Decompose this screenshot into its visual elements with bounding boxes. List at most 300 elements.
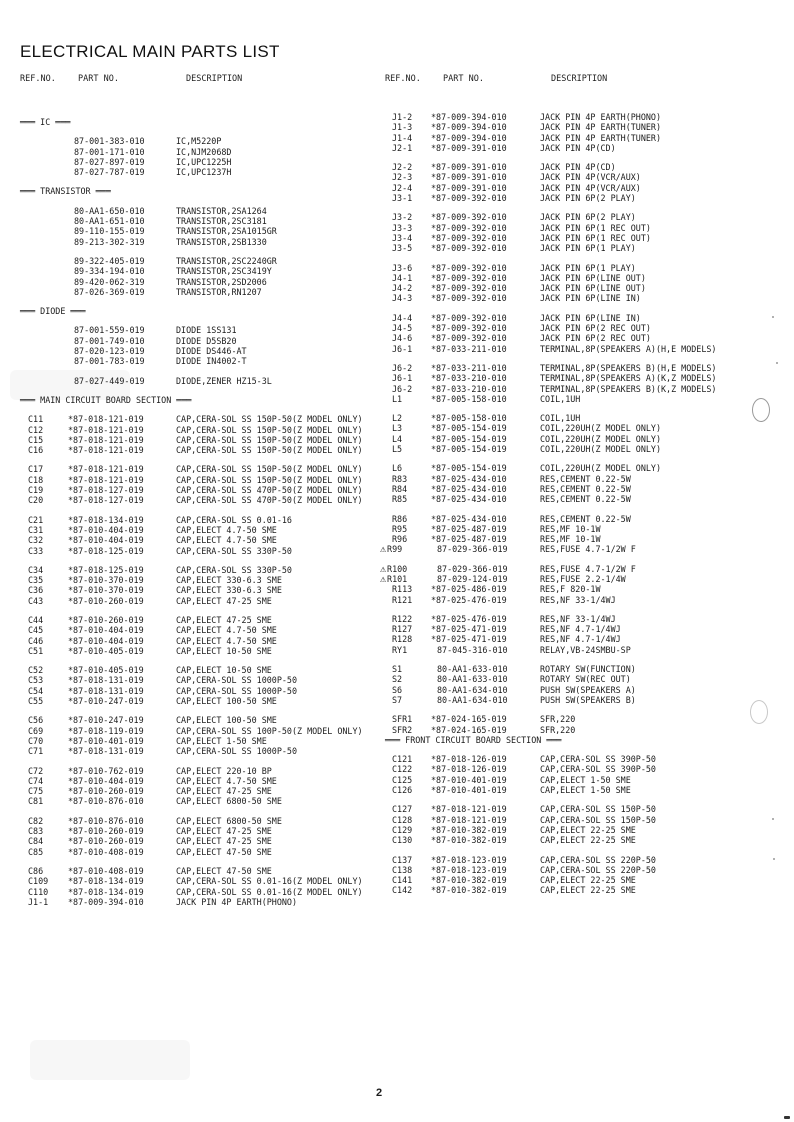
part-no: *87-009-392-010	[431, 212, 507, 223]
part-no: *87-010-405-019	[68, 665, 144, 676]
ref-no-text: C81	[28, 796, 44, 807]
part-description: ROTARY SW(REC OUT)	[540, 674, 631, 685]
part-description: CAP,ELECT 330-6.3 SME	[176, 585, 282, 596]
part-row	[22, 167, 387, 177]
scan-speck	[776, 362, 778, 364]
ref-no	[392, 584, 412, 594]
part-row	[22, 525, 387, 535]
part-row	[22, 346, 387, 356]
part-no: *87-025-471-019	[431, 634, 507, 645]
ref-no-text: J6-1	[392, 343, 413, 354]
part-description: DIODE,ZENER HZ15-3L	[176, 375, 272, 386]
part-description: CAP,ELECT 47-50 SME	[176, 865, 272, 876]
part-row	[22, 336, 387, 346]
ref-no	[392, 775, 412, 785]
part-row	[22, 686, 387, 696]
ref-no-text: C54	[28, 685, 44, 696]
row-spacer	[372, 846, 790, 855]
ref-no-text: L6	[392, 463, 403, 474]
part-description: TERMINAL,8P(SPEAKERS A)(K,Z MODELS)	[540, 373, 717, 384]
row-spacer	[22, 247, 387, 256]
part-description: CAP,CERA-SOL SS 150P-50	[540, 814, 656, 825]
part-row	[372, 645, 790, 655]
part-no: *87-009-392-010	[431, 283, 507, 294]
ref-no-text: C35	[28, 575, 44, 586]
part-row	[372, 463, 790, 473]
part-description: CAP,CERA-SOL SS 150P-50(Z MODEL ONLY)	[176, 464, 363, 475]
section-heading	[372, 735, 790, 745]
ref-no	[392, 614, 412, 624]
part-description: TRANSISTOR,2SA1015GR	[176, 226, 277, 237]
part-no: 87-027-897-019	[74, 156, 145, 167]
part-no: *87-018-121-019	[68, 424, 144, 435]
part-description: IC,M5220P	[176, 136, 222, 147]
ref-no	[392, 855, 412, 865]
part-row	[22, 277, 387, 287]
part-no: *87-010-370-019	[68, 585, 144, 596]
part-row	[22, 147, 387, 157]
part-no: *87-009-392-010	[431, 333, 507, 344]
ref-no	[392, 885, 412, 895]
part-description: CAP,ELECT 1-50 SME	[540, 774, 631, 785]
part-row	[22, 206, 387, 216]
part-row	[22, 715, 387, 725]
part-description: SFR,220	[540, 724, 576, 735]
ref-no	[392, 785, 412, 795]
ref-no-text: J3-6	[392, 262, 413, 273]
part-no: *87-024-165-019	[431, 724, 507, 735]
page-number: 2	[376, 1087, 383, 1099]
part-no: 89-110-155-019	[74, 226, 145, 237]
part-no: *87-018-127-019	[68, 495, 144, 506]
part-row	[372, 243, 790, 253]
part-row	[372, 875, 790, 885]
part-row	[372, 394, 790, 404]
part-description: RES,CEMENT 0.22-5W	[540, 483, 631, 494]
ref-no-text: J4-5	[392, 323, 413, 334]
part-row	[372, 143, 790, 153]
part-description: JACK PIN 6P(2 REC OUT)	[540, 323, 651, 334]
part-row	[22, 596, 387, 606]
part-no: *87-009-392-010	[431, 193, 507, 204]
part-description: JACK PIN 4P(CD)	[540, 162, 616, 173]
part-no: *87-025-476-019	[431, 594, 507, 605]
part-description: JACK PIN 6P(1 PLAY)	[540, 262, 636, 273]
row-spacer	[22, 316, 387, 325]
ref-no-text: L3	[392, 423, 403, 434]
part-row	[372, 313, 790, 323]
row-spacer	[22, 506, 387, 515]
part-row	[372, 423, 790, 433]
part-no: *87-009-394-010	[431, 112, 507, 122]
part-no: *87-025-434-010	[431, 483, 507, 494]
part-description: IC,NJM2068D	[176, 146, 232, 157]
ref-no	[392, 112, 412, 122]
ref-no	[392, 323, 412, 333]
part-row	[372, 815, 790, 825]
part-no: *87-018-121-019	[431, 804, 507, 815]
ref-no-text: C17	[28, 464, 44, 475]
part-description: CAP,CERA-SOL SS 1000P-50	[176, 685, 298, 696]
part-no: *87-018-119-019	[68, 725, 144, 736]
ref-no	[392, 344, 412, 354]
part-description: CAP,CERA-SOL SS 390P-50	[540, 754, 656, 765]
part-row	[22, 847, 387, 857]
ref-no-text: J2-3	[392, 172, 413, 183]
part-no: 89-420-062-319	[74, 276, 145, 287]
part-row	[372, 544, 790, 554]
ref-no	[392, 484, 407, 494]
part-row	[22, 157, 387, 167]
part-row	[22, 736, 387, 746]
part-row	[22, 575, 387, 585]
ref-no-text: R83	[392, 473, 408, 484]
part-no: *87-009-394-010	[431, 132, 507, 143]
part-no: 87-001-783-019	[74, 356, 145, 367]
part-description: CAP,CERA-SOL SS 150P-50(Z MODEL ONLY)	[176, 434, 363, 445]
part-row	[22, 585, 387, 595]
ref-no	[392, 664, 402, 674]
ref-no	[28, 847, 43, 857]
row-spacer	[372, 304, 790, 313]
part-no: *87-010-247-019	[68, 696, 144, 707]
part-row	[22, 226, 387, 236]
part-no: 80-AA1-633-010	[437, 674, 508, 685]
part-row	[372, 775, 790, 785]
ref-no-text: C86	[28, 865, 44, 876]
part-description: CAP,CERA-SOL SS 150P-50(Z MODEL ONLY)	[176, 445, 363, 456]
part-no: *87-025-434-010	[431, 494, 507, 505]
row-spacer	[372, 555, 790, 564]
part-row	[372, 785, 790, 795]
part-no: *87-033-210-010	[431, 373, 507, 384]
right-header-ref: REF.NO.	[385, 74, 421, 84]
part-row	[372, 885, 790, 895]
ref-no	[392, 263, 412, 273]
part-description: JACK PIN 6P(2 PLAY)	[540, 193, 636, 204]
part-no: *87-010-876-010	[68, 796, 144, 807]
ref-no	[392, 313, 412, 323]
ref-no-text: C53	[28, 675, 44, 686]
part-row	[372, 674, 790, 684]
part-row	[22, 136, 387, 146]
part-description: IC,UPC1225H	[176, 156, 232, 167]
part-description: TRANSISTOR,2SC3419Y	[176, 266, 272, 277]
part-description: RES,NF 4.7-1/4WJ	[540, 624, 621, 635]
part-no: 87-027-787-019	[74, 167, 145, 178]
part-description: PUSH SW(SPEAKERS A)	[540, 684, 636, 695]
part-no: *87-010-260-019	[68, 614, 144, 625]
part-no: *87-018-131-019	[68, 675, 144, 686]
ref-no-text: R121	[392, 594, 413, 605]
part-row	[22, 475, 387, 485]
part-description: DIODE IN4002-T	[176, 356, 247, 367]
part-description: TRANSISTOR,2SC3181	[176, 216, 267, 227]
part-description: COIL,1UH	[540, 393, 581, 404]
part-row	[372, 344, 790, 354]
part-row	[22, 726, 387, 736]
part-row	[372, 122, 790, 132]
part-description: CAP,CERA-SOL SS 0.01-16	[176, 514, 292, 525]
ref-no	[392, 595, 412, 605]
part-row	[372, 564, 790, 574]
part-description: DIODE D5SB20	[176, 335, 237, 346]
ref-no-text: C129	[392, 824, 413, 835]
part-description: CAP,CERA-SOL SS 0.01-16(Z MODEL ONLY)	[176, 886, 363, 897]
part-row	[372, 494, 790, 504]
ref-no	[28, 766, 43, 776]
ref-no-text: C84	[28, 836, 44, 847]
part-description: TRANSISTOR,2SD2006	[176, 276, 267, 287]
row-spacer	[22, 857, 387, 866]
part-no: *87-018-125-019	[68, 545, 144, 556]
ref-no-text: C33	[28, 545, 44, 556]
ref-no-text: C45	[28, 625, 44, 636]
part-row	[22, 495, 387, 505]
part-no: *87-033-210-010	[431, 383, 507, 394]
part-row	[22, 515, 387, 525]
part-no: *87-009-392-010	[431, 243, 507, 254]
ref-no-text: C70	[28, 735, 44, 746]
part-description: RES,MF 10-1W	[540, 534, 601, 545]
left-parts-column	[22, 108, 387, 907]
part-description: COIL,220UH(Z MODEL ONLY)	[540, 433, 662, 444]
ref-no	[28, 425, 43, 435]
ref-no-text: C125	[392, 774, 413, 785]
ref-no-text: R99	[387, 544, 403, 555]
part-description: CAP,CERA-SOL SS 330P-50	[176, 545, 292, 556]
part-description: CAP,CERA-SOL SS 470P-50(Z MODEL ONLY)	[176, 495, 363, 506]
part-description: CAP,CERA-SOL SS 150P-50(Z MODEL ONLY)	[176, 424, 363, 435]
part-description: TRANSISTOR,2SA1264	[176, 205, 267, 216]
row-spacer	[372, 795, 790, 804]
part-description: CAP,CERA-SOL SS 150P-50(Z MODEL ONLY)	[176, 474, 363, 485]
ref-no	[28, 726, 43, 736]
ref-no-text: J1-4	[392, 132, 413, 143]
part-row	[372, 825, 790, 835]
part-row	[372, 183, 790, 193]
part-row	[372, 764, 790, 774]
left-header-desc: DESCRIPTION	[186, 74, 243, 84]
part-no: *87-010-260-019	[68, 786, 144, 797]
ref-no	[28, 464, 43, 474]
part-no: *87-018-121-019	[68, 434, 144, 445]
ref-no	[392, 122, 412, 132]
row-spacer	[372, 745, 790, 754]
part-no: 80-AA1-634-010	[437, 684, 508, 695]
part-row	[372, 614, 790, 624]
scan-speck	[772, 316, 774, 318]
ref-no-text: C21	[28, 514, 44, 525]
part-row	[22, 425, 387, 435]
ref-no-text: C19	[28, 485, 44, 496]
part-no: *87-010-382-019	[431, 824, 507, 835]
section-heading	[22, 117, 387, 127]
part-no: 87-026-369-019	[74, 286, 145, 297]
row-spacer	[372, 404, 790, 413]
part-row	[372, 293, 790, 303]
part-description: CAP,ELECT 4.7-50 SME	[176, 635, 277, 646]
row-spacer	[372, 605, 790, 614]
part-no: 87-029-366-019	[437, 544, 508, 555]
ref-no	[28, 435, 43, 445]
part-no: 87-029-124-019	[437, 573, 508, 584]
part-description: CAP,CERA-SOL SS 1000P-50	[176, 675, 298, 686]
ref-no-text: C55	[28, 696, 44, 707]
part-no: *87-005-154-019	[431, 423, 507, 434]
ref-no	[28, 796, 43, 806]
part-no: *87-025-476-019	[431, 613, 507, 624]
ref-no	[392, 875, 412, 885]
part-row	[22, 646, 387, 656]
part-no: *87-018-131-019	[68, 685, 144, 696]
ref-no	[28, 675, 43, 685]
part-row	[372, 835, 790, 845]
ref-no-text: C82	[28, 815, 44, 826]
ref-no-text: J3-1	[392, 193, 413, 204]
part-no: 87-029-366-019	[437, 563, 508, 574]
page-title: ELECTRICAL MAIN PARTS LIST	[20, 42, 280, 61]
part-row	[22, 866, 387, 876]
ref-no	[28, 535, 43, 545]
part-no: *87-009-392-010	[431, 272, 507, 283]
part-row	[372, 283, 790, 293]
ref-no	[28, 816, 43, 826]
part-description: CAP,CERA-SOL SS 0.01-16(Z MODEL ONLY)	[176, 876, 363, 887]
part-description: CAP,ELECT 22-25 SME	[540, 885, 636, 896]
part-row	[22, 256, 387, 266]
ref-no-text: C137	[392, 854, 413, 865]
part-description: TRANSISTOR,2SC2240GR	[176, 255, 277, 266]
section-heading-text: ═══ TRANSISTOR ═══	[20, 186, 111, 197]
part-description: CAP,ELECT 4.7-50 SME	[176, 524, 277, 535]
part-no: *87-009-392-010	[431, 323, 507, 334]
ref-no	[392, 474, 407, 484]
part-row	[372, 413, 790, 423]
part-no: *87-024-165-019	[431, 714, 507, 725]
part-no: *87-025-434-010	[431, 513, 507, 524]
part-no: 87-001-383-010	[74, 136, 145, 147]
part-no: *87-009-391-010	[431, 162, 507, 173]
part-row	[22, 535, 387, 545]
part-no: *87-018-121-019	[68, 445, 144, 456]
part-description: JACK PIN 4P(VCR/AUX)	[540, 182, 641, 193]
part-row	[22, 565, 387, 575]
part-description: CAP,CERA-SOL SS 1000P-50	[176, 746, 298, 757]
ref-no	[392, 434, 402, 444]
ref-no-text: C52	[28, 665, 44, 676]
ref-no-text: J3-4	[392, 232, 413, 243]
part-no: *87-018-125-019	[68, 564, 144, 575]
part-row	[22, 237, 387, 247]
part-row	[372, 263, 790, 273]
ref-no-text: C74	[28, 775, 44, 786]
ref-no	[392, 865, 412, 875]
ref-no	[28, 776, 43, 786]
ref-no-text: C75	[28, 786, 44, 797]
part-row	[372, 384, 790, 394]
part-row	[22, 325, 387, 335]
left-header-part: PART NO.	[78, 74, 119, 84]
part-no: *87-018-123-019	[431, 864, 507, 875]
part-description: CAP,ELECT 100-50 SME	[176, 715, 277, 726]
part-description: RES,CEMENT 0.22-5W	[540, 513, 631, 524]
part-row	[372, 725, 790, 735]
part-description: JACK PIN 4P(VCR/AUX)	[540, 172, 641, 183]
ref-no	[28, 736, 43, 746]
ref-no	[392, 674, 402, 684]
ref-no	[28, 515, 43, 525]
ref-no	[392, 685, 402, 695]
ref-no-text: J4-3	[392, 293, 413, 304]
ref-no	[28, 475, 43, 485]
part-no: *87-010-382-019	[431, 835, 507, 846]
part-description: JACK PIN 6P(2 PLAY)	[540, 212, 636, 223]
ref-no	[392, 624, 412, 634]
ref-no-text: J2-4	[392, 182, 413, 193]
part-description: TERMINAL,8P(SPEAKERS A)(H,E MODELS)	[540, 343, 717, 354]
part-no: *87-018-126-019	[431, 754, 507, 765]
part-no: *87-018-121-019	[431, 814, 507, 825]
ref-no	[392, 283, 412, 293]
part-row	[22, 445, 387, 455]
part-description: RES,MF 10-1W	[540, 523, 601, 534]
part-description: COIL,220UH(Z MODEL ONLY)	[540, 463, 662, 474]
part-no: 87-020-123-019	[74, 346, 145, 357]
ref-no	[392, 725, 412, 735]
part-description: COIL,220UH(Z MODEL ONLY)	[540, 444, 662, 455]
part-no: *87-018-127-019	[68, 485, 144, 496]
ref-no-text: C34	[28, 564, 44, 575]
part-description: CAP,ELECT 47-25 SME	[176, 826, 272, 837]
part-description: DIODE 1SS131	[176, 325, 237, 336]
part-row	[22, 766, 387, 776]
safety-warning-icon: ⚠	[380, 563, 387, 575]
part-description: CAP,ELECT 100-50 SME	[176, 696, 277, 707]
part-no: *87-010-370-019	[68, 575, 144, 586]
part-description: CAP,ELECT 4.7-50 SME	[176, 775, 277, 786]
part-description: CAP,ELECT 47-25 SME	[176, 786, 272, 797]
part-description: TERMINAL,8P(SPEAKERS B)(H,E MODELS)	[540, 362, 717, 373]
right-header-desc: DESCRIPTION	[551, 74, 608, 84]
ref-no	[392, 212, 412, 222]
part-no: *87-005-158-010	[431, 413, 507, 424]
part-description: RES,CEMENT 0.22-5W	[540, 494, 631, 505]
part-row	[372, 634, 790, 644]
row-spacer	[22, 127, 387, 136]
ref-no-text: L2	[392, 413, 403, 424]
ref-no-text: SFR2	[392, 724, 413, 735]
ref-no	[392, 714, 412, 724]
part-description: JACK PIN 6P(1 REC OUT)	[540, 232, 651, 243]
ref-no-text: J6-1	[392, 373, 413, 384]
part-description: RES,NF 4.7-1/4WJ	[540, 634, 621, 645]
part-no: *87-009-392-010	[431, 232, 507, 243]
part-row	[22, 836, 387, 846]
ref-no-text: C32	[28, 535, 44, 546]
part-description: ROTARY SW(FUNCTION)	[540, 664, 636, 675]
part-description: CAP,ELECT 330-6.3 SME	[176, 575, 282, 586]
part-row	[372, 172, 790, 182]
part-no: *87-009-391-010	[431, 182, 507, 193]
ref-no	[392, 384, 412, 394]
part-no: *87-010-247-019	[68, 715, 144, 726]
ref-no-text: C46	[28, 635, 44, 646]
part-description: CAP,ELECT 22-25 SME	[540, 875, 636, 886]
part-no: *87-018-121-019	[68, 464, 144, 475]
part-no: *87-010-401-019	[68, 735, 144, 746]
part-row	[372, 804, 790, 814]
